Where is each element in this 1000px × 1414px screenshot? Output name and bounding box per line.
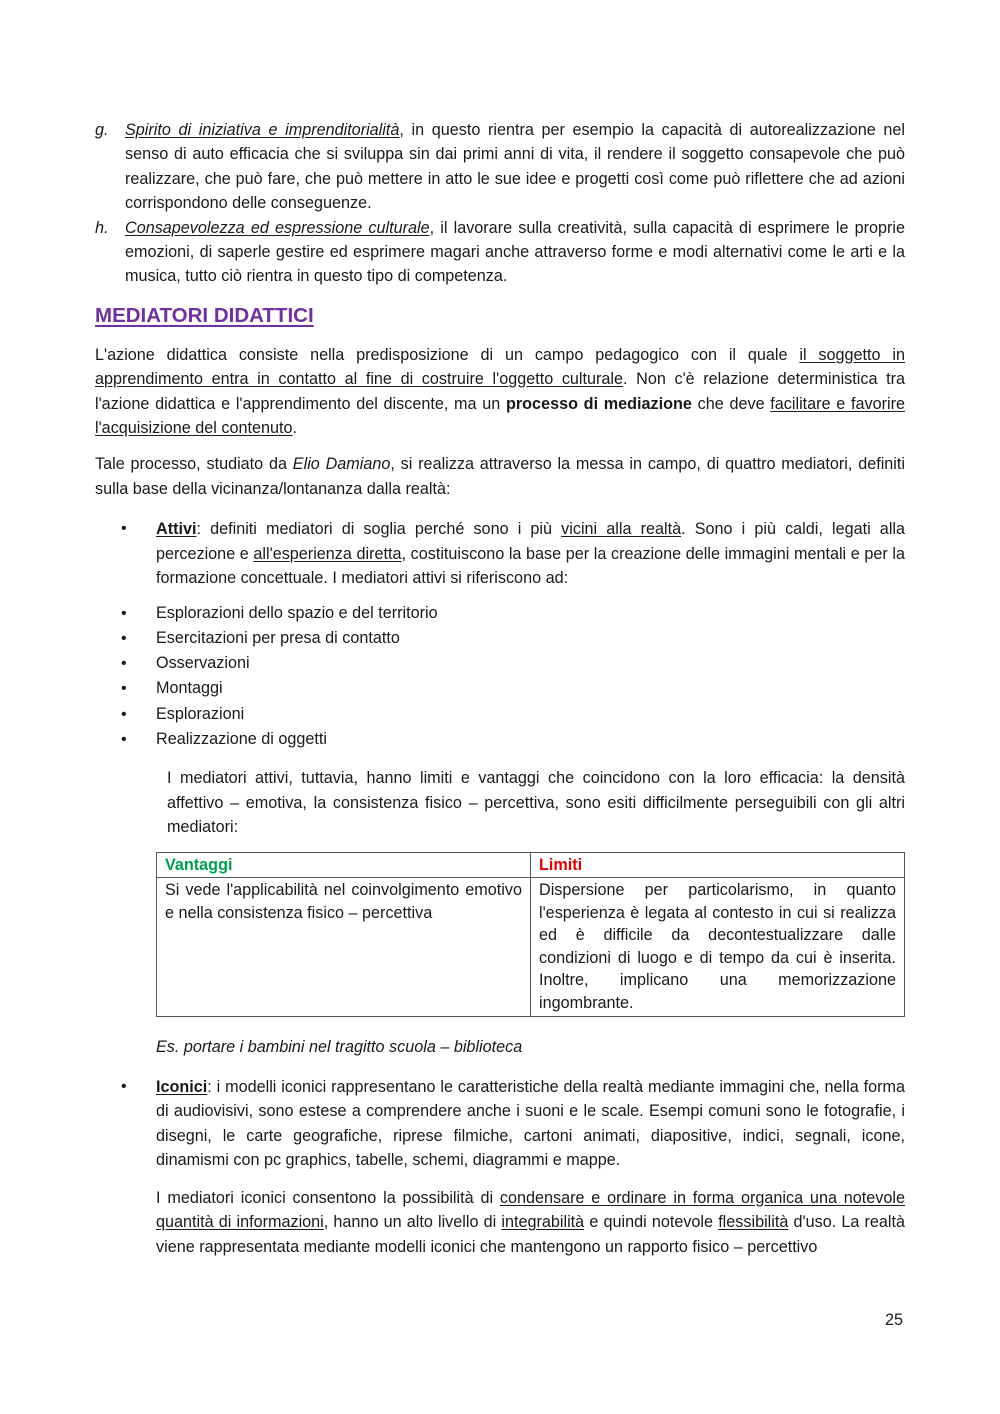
list-item xyxy=(95,626,905,651)
paragraph-limiti-vantaggi: I mediatori attivi, tuttavia, hanno limiti e vantaggi che coincidono con la loro efficacia: la densità affettivo – emotiva, la consistenza fisico – percettiva, sono esiti difficilmente perseguibili con gli altri mediatori: xyxy=(167,769,905,837)
bullet-icon: • xyxy=(121,655,127,673)
bullet-icon: • xyxy=(121,604,127,622)
list-item-text: , in questo rientra per esempio la capacità di autorealizzazione nel senso di auto efficacia che si sviluppa sin dai primi anni di vita, il rendere il soggetto consapevole che può realizzare, che può fare, che può mettere in atto le sue idee e progetti così come può riflettere che ad azioni corrispondono delle conseguenze. xyxy=(125,121,905,213)
list-item-g xyxy=(95,118,905,216)
list-item-text: Esplorazioni dello spazio e del territorio xyxy=(156,603,438,622)
text-run: Tale processo, studiato da xyxy=(95,455,293,474)
text-run: , si realizza attraverso la messa in campo, di quattro mediatori, definiti sulla base della vicinanza/lontananza dalla realtà: xyxy=(95,455,905,498)
page-number: 25 xyxy=(885,1311,904,1329)
bullet-icon: • xyxy=(121,730,127,748)
underlined-text: il soggetto in apprendimento entra in contatto al fine di costruire l'oggetto culturale xyxy=(95,345,905,389)
text-run: , hanno un alto livello di xyxy=(323,1213,502,1232)
paragraph-processo xyxy=(95,452,905,501)
list-item xyxy=(95,651,905,676)
bold-text: processo di mediazione xyxy=(505,394,692,413)
underlined-text: integrabilità xyxy=(501,1213,585,1232)
list-item xyxy=(95,676,905,701)
list-item-h xyxy=(95,216,905,289)
bullet-iconici xyxy=(95,1075,905,1173)
text-run: e quindi notevole xyxy=(584,1213,719,1232)
bullet-icon: • xyxy=(121,629,127,647)
underlined-text: condensare e ordinare in forma organica una notevole quantità di informazioni xyxy=(156,1188,905,1232)
text-run: che deve xyxy=(691,394,771,413)
text-run: I mediatori iconici consentono la possibilità di xyxy=(156,1188,500,1207)
bullet-label: Iconici xyxy=(156,1078,208,1097)
list-item-text: Esercitazioni per presa di contatto xyxy=(156,628,400,647)
list-item xyxy=(95,702,905,727)
underlined-text: vicini alla realtà xyxy=(561,520,682,539)
bullet-label: Attivi xyxy=(156,520,197,539)
column-header-limiti: Limiti xyxy=(531,852,905,878)
example-text: Es. portare i bambini nel tragitto scuola – biblioteca xyxy=(156,1037,523,1056)
text-run: , costituiscono la base per la creazione delle immagini mentali e per la formazione concettuale. I mediatori attivi si riferiscono ad: xyxy=(156,544,905,588)
list-item xyxy=(95,727,905,752)
bullet-attivi xyxy=(95,517,905,590)
document-page xyxy=(95,118,905,1259)
table-cell-vantaggi: Si vede l'applicabilità nel coinvolgimento emotivo e nella consistenza fisico – percettiva xyxy=(157,878,531,1017)
list-marker: h. xyxy=(95,218,109,237)
text-run: L'azione didattica consiste nella predisposizione di un campo pedagogico con il quale xyxy=(95,345,800,364)
italic-text: Elio Damiano xyxy=(292,455,391,474)
text-run: : i modelli iconici rappresentano le caratteristiche della realtà mediante immagini che, nella forma di audiovisivi, sono estese a comprendere anche i suoni e le scale. Esempi comuni sono le fotografie, i disegni, le carte geografiche, riprese filmiche, cartoni animati, diapositive, indici, segnali, icone, dinamismi con pc graphics, tabelle, schemi, diagrammi e mappe. xyxy=(156,1078,905,1170)
list-item xyxy=(95,601,905,626)
section-heading: MEDIATORI DIDATTICI xyxy=(95,303,314,327)
underlined-text: all'esperienza diretta xyxy=(253,544,402,563)
paragraph-azione-didattica xyxy=(95,343,905,441)
list-item-title: Spirito di iniziativa e imprenditorialità xyxy=(125,121,400,139)
list-item-text: Osservazioni xyxy=(156,654,250,673)
table-cell-limiti: Dispersione per particolarismo, in quanto l'esperienza è legata al contesto in cui si realizza ed è difficile da decontestualizzare dalle condizioni di luogo e di tempo da cui è inserita. Inoltre, implicano una memorizzazione ingombrante. xyxy=(531,878,905,1017)
text-run: : definiti mediatori di soglia perché sono i più xyxy=(196,520,562,539)
text-run: . Sono i più caldi, legati alla percezione e xyxy=(156,520,906,563)
text-run: . Non c'è relazione deterministica tra l'azione didattica e l'apprendimento del discente, ma un xyxy=(95,370,905,413)
underlined-text: flessibilità xyxy=(718,1213,789,1232)
bullet-icon: • xyxy=(121,680,127,698)
text-run: . xyxy=(292,419,297,438)
bullet-icon: • xyxy=(121,705,127,723)
list-item-text: Montaggi xyxy=(156,679,223,698)
table-header-row xyxy=(157,852,905,878)
vantaggi-limiti-table xyxy=(156,852,905,1017)
table-row xyxy=(157,878,905,1017)
bullet-icon: • xyxy=(121,1078,127,1096)
column-header-vantaggi: Vantaggi xyxy=(157,852,531,878)
list-item-text: , il lavorare sulla creatività, sulla capacità di esprimere le proprie emozioni, di saperle gestire ed esprimere magari anche attraverso forme e modi alternativi come le arti e la musica, tutto ciò rientra in questo tipo di competenza. xyxy=(125,218,905,286)
list-item-text: Realizzazione di oggetti xyxy=(156,729,327,748)
list-item-title: Consapevolezza ed espressione culturale xyxy=(125,218,430,237)
paragraph-iconici xyxy=(95,1186,905,1259)
underlined-text: facilitare e favorire l'acquisizione del contenuto xyxy=(95,394,905,438)
bullet-icon: • xyxy=(121,520,127,538)
attivi-list xyxy=(95,601,905,753)
list-item-text: Esplorazioni xyxy=(156,704,245,723)
list-marker: g. xyxy=(95,121,109,139)
text-run: d'uso. La realtà viene rappresentata mediante modelli iconici che mantengono un rapporto fisico – percettivo xyxy=(156,1213,906,1256)
